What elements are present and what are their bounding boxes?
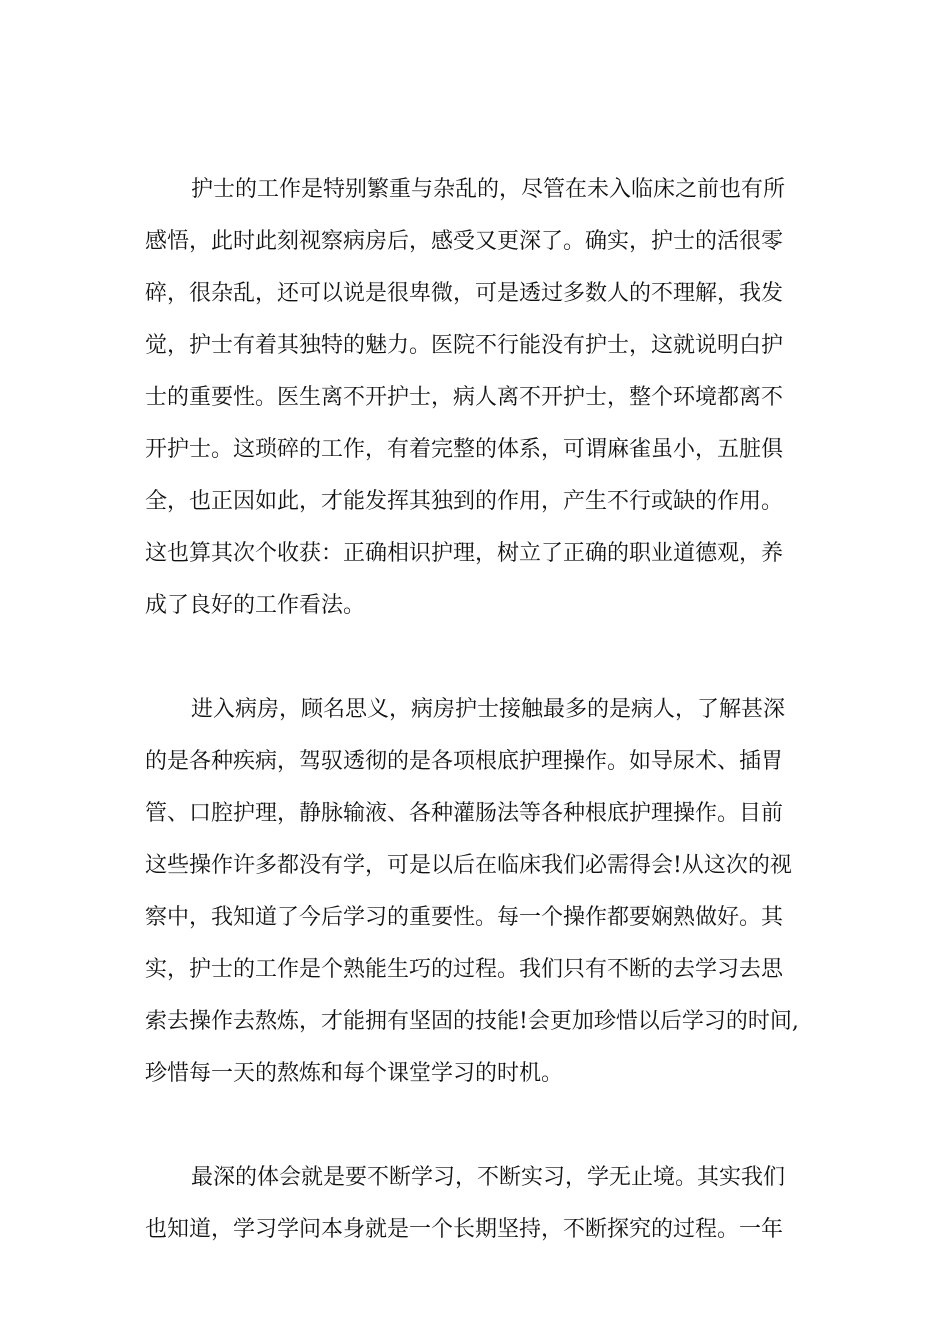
text-line: 感悟，此时此刻视察病房后，感受又更深了。确实，护士的活很零 <box>145 229 784 254</box>
text-line: 察中，我知道了今后学习的重要性。每一个操作都要娴熟做好。其 <box>145 905 784 930</box>
text-line: 的是各种疾病，驾驭透彻的是各项根底护理操作。如导尿术、插胃 <box>145 749 784 774</box>
text-line: 护士的工作是特别繁重与杂乱的，尽管在未入临床之前也有所 <box>191 177 786 202</box>
text-line: 也知道，学习学问本身就是一个长期坚持，不断探究的过程。一年 <box>145 1217 784 1242</box>
text-line: 开护士。这琐碎的工作，有着完整的体系，可谓麻雀虽小，五脏俱 <box>145 437 784 462</box>
paragraph-spacer <box>145 644 821 696</box>
text-line: 这也算其次个收获：正确相识护理，树立了正确的职业道德观，养 <box>145 541 784 566</box>
text-line: 全，也正因如此，才能发挥其独到的作用，产生不行或缺的作用。 <box>145 489 784 514</box>
text-line: 管、口腔护理，静脉输液、各种灌肠法等各种根底护理操作。目前 <box>145 801 784 826</box>
text-line: 觉，护士有着其独特的魅力。医院不行能没有护士，这就说明白护 <box>145 333 784 358</box>
text-line: 士的重要性。医生离不开护士，病人离不开护士，整个环境都离不 <box>145 385 784 410</box>
text-line: 珍惜每一天的熬炼和每个课堂学习的时机。 <box>145 1061 564 1086</box>
document-body <box>145 176 821 1268</box>
text-line: 碎，很杂乱，还可以说是很卑微，可是透过多数人的不理解，我发 <box>145 281 784 306</box>
paragraph <box>145 696 821 1087</box>
paragraph-spacer <box>145 1112 821 1164</box>
paragraph <box>145 1164 821 1243</box>
text-line: 进入病房，顾名思义，病房护士接触最多的是病人，了解甚深 <box>191 697 786 722</box>
text-line: 实，护士的工作是个熟能生巧的过程。我们只有不断的去学习去思 <box>145 957 784 982</box>
text-line: 最深的体会就是要不断学习，不断实习，学无止境。其实我们 <box>191 1165 786 1190</box>
text-line: 这些操作许多都没有学，可是以后在临床我们必需得会!从这次的视 <box>145 853 792 878</box>
text-line: 成了良好的工作看法。 <box>145 593 366 618</box>
text-line: 索去操作去熬炼，才能拥有坚固的技能!会更加珍惜以后学习的时间, <box>145 1009 799 1034</box>
paragraph <box>145 176 821 619</box>
